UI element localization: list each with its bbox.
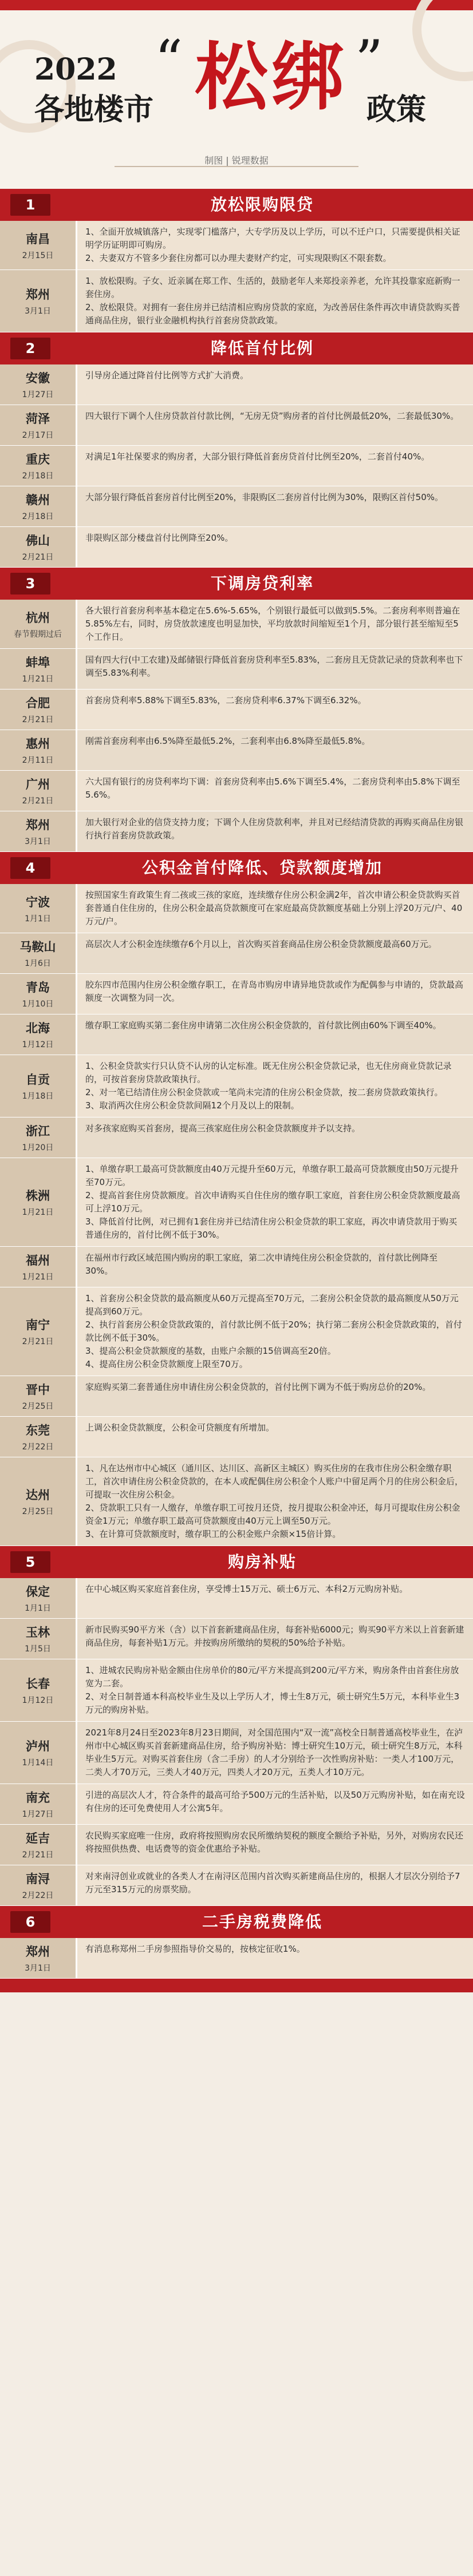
city-name: 北海 [26,1021,50,1035]
section-title: 下调房贷利率 [210,574,314,593]
location-cell [0,405,77,445]
section-number: 3 [10,573,50,595]
location-cell [0,1287,77,1376]
title-year: 2022 [34,52,117,87]
policy-row [0,1457,473,1546]
policy-row [0,649,473,689]
city-name: 南浔 [26,1872,50,1886]
policy-date: 1月21日 [22,1273,54,1282]
policy-row [0,1938,473,1979]
city-name: 佛山 [26,534,50,548]
policy-text: 2021年8月24日至2023年8月23日期间，对全国范围内“双一流”高校全日制普通高校毕业生，在泸州市中心城区购买首套新建商品住房，给予购房补贴：博士研究生10万元，硕士研究生8万元，本科毕业生5万元。对购买首套住房（含二手房）的人才分别给予一次性购房补贴：一类人才100万元，二类人才70万元，三类人才40万元，四类人才20万元，五类人才10万元。 [85,1727,463,1777]
policy-text: 各大银行首套房利率基本稳定在5.6%-5.65%，个别银行最低可以做到5.5%。二套房利率则普遍在5.85%左右，同时，房贷放款速度也明显加快，平均放款时间缩短至1个月，部分银行甚至缩短至5个工作日。 [85,605,460,642]
city-name: 蚌埠 [26,656,50,669]
policy-text: 对满足1年社保要求的购房者，大部分银行降低首套房贷首付比例至20%，二套首付40%。 [85,451,430,462]
policy-date: 3月1日 [25,837,51,846]
section-number: 1 [10,194,50,216]
location-cell [0,1722,77,1784]
policy-text: 1、进城农民购房补贴金额由住房单价的80元/平方米提高到200元/平方米，购房条件由首套住房放宽为二套。 2、对全日制普通本科高校毕业生及以上学历人才，博士生8万元，硕士研究生5万元，本科毕业生3万元的购房补贴。 [85,1665,460,1715]
location-cell [0,364,77,405]
city-name: 马鞍山 [19,940,56,954]
policy-text: 大部分银行降低首套房首付比例至20%，非限购区二套房首付比例为30%，限购区首付50%。 [85,492,444,502]
city-name: 郑州 [26,288,50,302]
location-cell [0,649,77,689]
location-cell [0,1117,77,1158]
location-cell [0,1825,77,1865]
title-line1: 各地楼市 [34,92,154,127]
location-cell [0,527,77,567]
city-name: 晋中 [26,1383,50,1397]
location-cell [0,933,77,973]
section-title: 放松限购限贷 [210,195,314,214]
location-cell [0,600,77,648]
credit-line-text: 制图 | 锐理数据 [204,155,269,166]
location-cell [0,1417,77,1457]
section-header [0,189,473,221]
policy-row [0,1659,473,1722]
title-quote-close: ” [355,29,384,93]
policy-date: 3月1日 [25,1964,51,1973]
section-header [0,852,473,884]
policy-section [0,1906,473,1979]
policy-row [0,933,473,974]
policy-section [0,568,473,852]
city-name: 惠州 [26,737,50,751]
policy-row [0,1158,473,1247]
location-cell [0,1457,77,1545]
policy-date: 1月12日 [22,1696,54,1705]
policy-date: 2月21日 [22,553,54,562]
location-cell [0,1376,77,1416]
policy-text: 1、凡在达州市中心城区（通川区、达川区、高新区主城区）购买住房的在我市住房公积金缴存职工，首次申请住房公积金贷款的，在本人或配偶住房公积金个人账户中留足两个月的住房公积金后，可提取一次住房公积金。 2、贷款职工只有一人缴存，单缴存职工可按月还贷，按月提取公积金冲还，每月可提取住房公积金资金1万元；单缴存职工最高可贷款额度由40万元上调至50万元。 3、在计算可贷款额度时，缴存职工的公积金账户余额×15倍计算。 [85,1463,464,1539]
city-name: 赣州 [26,493,50,507]
location-cell [0,270,77,332]
location-cell [0,811,77,851]
policy-text: 对来南浔创业或就业的各类人才在南浔区范围内首次购买新建商品住房的，根据人才层次分别给予7万元至315万元的房票奖励。 [85,1871,460,1895]
location-cell [0,771,77,811]
location-cell [0,1247,77,1287]
location-cell [0,1055,77,1117]
section-header [0,1546,473,1578]
policy-text: 新市民购买90平方米（含）以下首套新建商品住房，每套补贴6000元；购买90平方米以上首套新建商品住房，每套补贴1万元。并按购房所缴纳的契税的50%给予补贴。 [85,1624,464,1648]
policy-date: 1月27日 [22,390,54,399]
policy-date: 1月21日 [22,675,54,684]
policy-text: 按照国家生育政策生育二孩或三孩的家庭，连续缴存住房公积金满2年，首次申请公积金贷款购买首套普通自住住房的，住房公积金最高贷款额度可在家庭最高贷款额度基础上分别上浮20万元/户、40万元/户。 [85,890,463,926]
policy-row [0,1784,473,1825]
policy-text: 加大银行对企业的信贷支持力度；下调个人住房贷款利率，并且对已经结清贷款的再购买商品住房银行执行首套房贷款政策。 [85,817,464,841]
section-header [0,568,473,600]
section-title: 降低首付比例 [210,339,314,358]
policy-row [0,1865,473,1906]
city-name: 东莞 [26,1424,50,1437]
policy-section [0,852,473,1546]
city-name: 浙江 [26,1124,50,1138]
location-cell [0,730,77,770]
policy-row [0,1619,473,1659]
policy-row [0,1247,473,1287]
policy-text: 国有四大行(中工农建)及邮储银行降低首套房贷利率至5.83%，二套房且无贷款记录的贷款利率也下调至5.83%利率。 [85,655,463,678]
city-name: 南宁 [26,1318,50,1332]
city-name: 长春 [26,1677,50,1691]
location-cell [0,1014,77,1055]
policy-row [0,1287,473,1376]
poster-title [23,29,458,154]
policy-date: 1月18日 [22,1092,54,1101]
footer-strip [0,1979,473,1992]
title-quote-open: “ [155,29,183,93]
city-name: 泸州 [26,1739,50,1753]
policy-row [0,364,473,405]
location-cell [0,1158,77,1246]
policy-date: 1月10日 [22,1000,54,1009]
policy-text: 非限购区部分楼盘首付比例降至20%。 [85,533,234,543]
top-band [0,0,473,10]
policy-row [0,689,473,730]
policy-text: 引进的高层次人才，符合条件的最高可给予500万元的生活补贴，以及50万元购房补贴，如在南充设有住房的还可免费使用人才公寓5年。 [85,1790,465,1813]
policy-text: 家庭购买第二套普通住房申请住房公积金贷款的，首付比例下调为不低于购房总价的20%。 [85,1382,431,1392]
location-cell [0,1938,77,1978]
policy-text: 上调公积金贷款额度，公积金可贷额度有所增加。 [85,1422,275,1433]
city-name: 玉林 [26,1626,50,1639]
policy-date: 3月1日 [25,307,51,316]
policy-text: 刚需首套房利率由6.5%降至最低5.2%，二套利率由6.8%降至最低5.8%。 [85,736,370,746]
policy-date: 1月21日 [22,1208,54,1217]
policy-date: 1月5日 [25,1644,51,1654]
city-name: 郑州 [26,1945,50,1959]
policy-text: 1、首套房公积金贷款的最高额度从60万元提高至70万元，二套房公积金贷款的最高额度从50万元提高到60万元。 2、执行首套房公积金贷款政策的，首付款比例不低于20%；执行第二套房公积金贷款政策的，首付款比例不低于30%。 3、提高公积金贷款额度的基数，由账户余额的15倍调高至20倍。 4、提高住房公积金贷款额度上限至70万。 [85,1293,462,1369]
policy-date: 2月18日 [22,471,54,481]
section-number: 2 [10,338,50,359]
policy-text: 六大国有银行的房贷利率均下调：首套房贷利率由5.6%下调至5.4%，二套房贷利率由5.8%下调至5.6%。 [85,776,460,800]
policy-row [0,1376,473,1417]
policy-row [0,270,473,332]
divider [115,166,358,167]
policy-text: 缴存职工家庭购买第二套住房申请第二次住房公积金贷款的，首付款比例由60%下调至40%。 [85,1020,442,1031]
poster-header [0,0,473,189]
policy-text: 在中心城区购买家庭首套住房，享受博士15万元、硕士6万元、本科2万元购房补贴。 [85,1584,408,1594]
location-cell [0,974,77,1014]
city-name: 南昌 [26,232,50,246]
location-cell [0,1865,77,1905]
section-header [0,1906,473,1938]
city-name: 合肥 [26,696,50,710]
location-cell [0,446,77,486]
policy-date: 2月18日 [22,512,54,521]
section-title: 购房补贴 [227,1552,297,1571]
policy-date: 2月21日 [22,715,54,724]
policy-date: 1月1日 [25,914,51,924]
policy-date: 1月20日 [22,1143,54,1152]
section-title: 公积金首付降低、贷款额度增加 [141,858,383,877]
policy-row [0,1117,473,1158]
location-cell [0,689,77,730]
section-header [0,332,473,364]
location-cell [0,486,77,526]
location-cell [0,1784,77,1824]
policy-date: 1月1日 [25,1604,51,1613]
city-name: 延吉 [26,1832,50,1845]
policy-date: 1月6日 [25,959,51,968]
location-cell [0,1659,77,1721]
city-name: 自贡 [26,1073,50,1087]
policy-text: 农民购买家庭唯一住房，政府将按照购房农民所缴纳契税的额度全额给予补贴，另外，对购房农民还将按照供热费、电话费等的资金优惠给予补贴。 [85,1830,464,1854]
city-name: 青岛 [26,981,50,994]
location-cell [0,221,77,270]
policy-date: 2月11日 [22,756,54,765]
policy-text: 对多孩家庭购买首套房，提高三孩家庭住房公积金贷款额度并予以支持。 [85,1123,361,1134]
policy-date: 2月22日 [22,1442,54,1452]
policy-sections [0,189,473,1979]
section-number: 5 [10,1551,50,1573]
policy-text: 引导房企通过降首付比例等方式扩大消费。 [85,370,249,381]
policy-row [0,600,473,649]
policy-row [0,884,473,933]
policy-date: 2月15日 [22,251,54,260]
policy-section [0,1546,473,1906]
policy-row [0,486,473,527]
policy-text: 1、公积金贷款实行只认贷不认房的认定标准。既无住房公积金贷款记录，也无住房商业贷款记录的，可按首套房贷款政策执行。 2、对一笔已结清住房公积金贷款或一笔尚未完清的住房公积金贷款，按二套房贷款政策执行。 3、取消两次住房公积金贷款间隔12个月及以上的限制。 [85,1061,452,1111]
city-name: 重庆 [26,453,50,466]
policy-text: 胶东四市范围内住房公积金缴存职工，在青岛市购房申请异地贷款或作为配偶参与申请的，贷款最高额度一次调整为同一次。 [85,980,464,1003]
policy-row [0,974,473,1014]
policy-section [0,189,473,332]
policy-date: 春节假期过后 [14,629,62,639]
policy-row [0,771,473,811]
policy-row [0,1055,473,1117]
policy-date: 2月25日 [22,1402,54,1411]
city-name: 宁波 [26,895,50,909]
policy-date: 2月21日 [22,1850,54,1860]
policy-text: 四大银行下调个人住房贷款首付款比例，“无房无贷”购房者的首付比例最低20%，二套最低30%。 [85,411,459,421]
policy-date: 2月25日 [22,1507,54,1516]
policy-text: 首套房贷利率5.88%下调至5.83%，二套房贷利率6.37%下调至6.32%。 [85,695,366,706]
location-cell [0,1578,77,1618]
policy-row [0,446,473,486]
city-name: 达州 [26,1488,50,1502]
city-name: 杭州 [26,611,50,625]
policy-row [0,811,473,852]
policy-row [0,221,473,270]
policy-row [0,1417,473,1457]
section-title: 二手房税费降低 [202,1912,322,1931]
policy-date: 2月21日 [22,1337,54,1346]
policy-text: 1、全面开放城镇落户，实现零门槛落户，大专学历及以上学历，可以不迁户口，只需要提供相关证明学历证明即可购房。 2、夫妻双方不管多少套住房都可以办理夫妻财产约定，可实现限购区不限套数。 [85,227,460,263]
city-name: 福州 [26,1254,50,1267]
policy-text: 高层次人才公积金连续缴存6个月以上，首次购买首套商品住房公积金贷款额度最高60万元。 [85,939,437,949]
policy-row [0,1014,473,1055]
city-name: 南充 [26,1791,50,1805]
policy-date: 2月22日 [22,1891,54,1900]
policy-row [0,527,473,568]
city-name: 株洲 [26,1189,50,1203]
section-number: 4 [10,857,50,879]
policy-section [0,332,473,568]
title-keyword: 松绑 [195,34,349,120]
location-cell [0,1619,77,1659]
city-name: 菏泽 [26,412,50,426]
location-cell [0,884,77,933]
policy-text: 1、放松限购。子女、近亲属在郑工作、生活的，鼓励老年人来郑投亲养老，允许其投靠家庭新购一套住房。 2、放松限贷。对拥有一套住房并已结清相应购房贷款的家庭，为改善居住条件再次申请贷款购买普通商品住房，银行业金融机构执行首套房贷款政策。 [85,276,460,326]
policy-row [0,1578,473,1619]
policy-date: 1月14日 [22,1758,54,1767]
title-tail: 政策 [366,92,427,127]
city-name: 郑州 [26,818,50,832]
city-name: 安徽 [26,371,50,385]
policy-date: 1月27日 [22,1810,54,1819]
policy-row [0,730,473,771]
policy-row [0,1722,473,1784]
policy-date: 2月21日 [22,796,54,806]
city-name: 保定 [26,1585,50,1599]
policy-date: 2月17日 [22,431,54,440]
policy-date: 1月12日 [22,1040,54,1049]
policy-text: 1、单缴存职工最高可贷款额度由40万元提升至60万元，单缴存职工最高可贷款额度由50万元提升至70万元。 2、提高首套住房贷款额度。首次申请购买自住住房的缴存职工家庭，首套住房公积金贷款额度最高可上浮10万元。 3、降低首付比例，对已拥有1套住房并已结清住房公积金贷款的职工家庭，再次申请贷款用于购买普通住房的，首付比例不低于30%。 [85,1164,460,1240]
policy-row [0,1825,473,1865]
section-number: 6 [10,1911,50,1933]
policy-row [0,405,473,446]
policy-text: 在福州市行政区域范围内购房的职工家庭，第二次申请纯住房公积金贷款的，首付款比例降至30%。 [85,1253,438,1276]
policy-text: 有消息称郑州二手房参照指导价交易的，按核定征收1%。 [85,1944,305,1954]
city-name: 广州 [26,778,50,791]
